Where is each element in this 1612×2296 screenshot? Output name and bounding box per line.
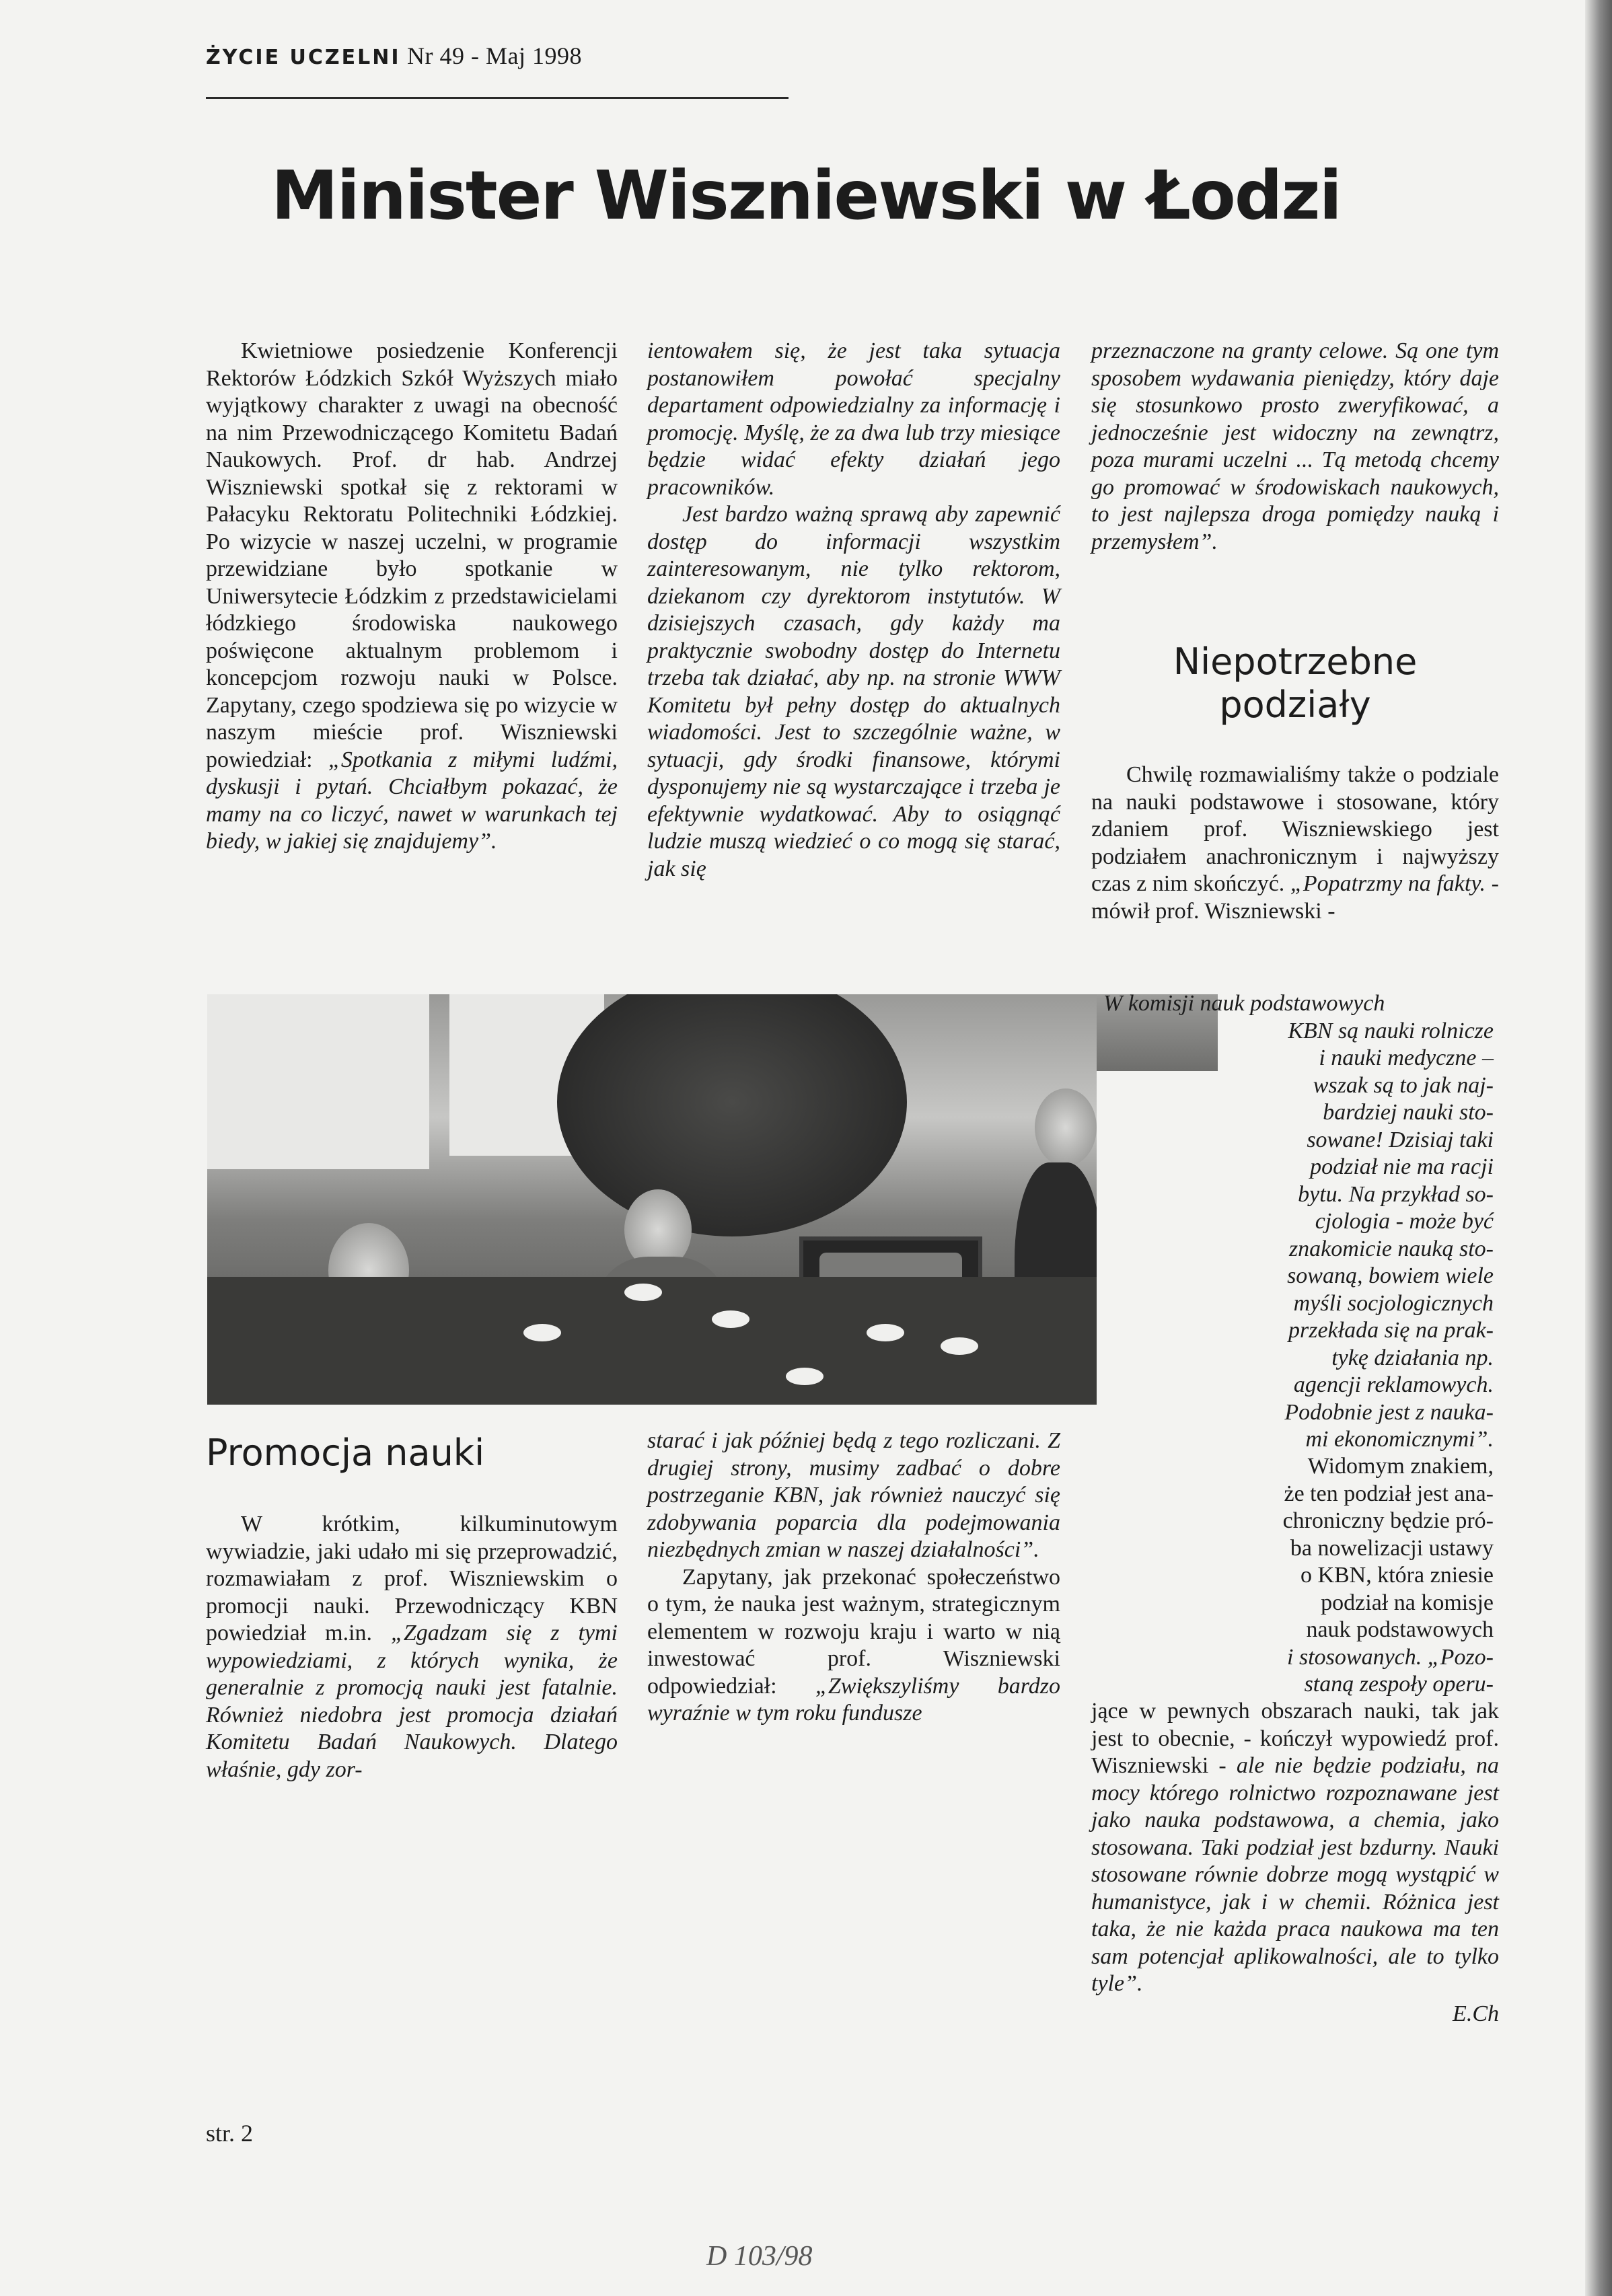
col3-paragraph-2: Chwilę rozmawialiśmy także o podziale na nauki podstawowe i stosowane, który zdaniem prof. Wiszniewskiego jest podziałem anachronicznym i najwyższy czas z nim skończyć. „Popatrzmy na fakty. - mówił prof. Wiszniewski -	[1091, 762, 1499, 924]
handwritten-catalog-mark: D 103/98	[706, 2241, 813, 2272]
scan-page-edge	[1585, 0, 1612, 2296]
meeting-photo	[207, 994, 1097, 1405]
subhead-niepotrzebne-podzialy: Niepotrzebne podziały	[1173, 640, 1418, 726]
byline: E.Ch	[1453, 2001, 1499, 2026]
col2-paragraph-1: ientowałem się, że jest taka sytuacja postanowiłem powołać specjalny departament odpowiedzialny za informację i promocję. Myślę, że za dwa lub trzy miesiące będzie widać efekty działań jego pracowników.	[647, 338, 1060, 500]
column-2-bottom	[647, 1428, 1060, 1728]
photo-wrap-quote: W komisji nauk podstawowych KBN są nauki rolnicze i nauki medyczne – wszak są to jak naj- bardziej nauki sto- sowane! Dzisiaj taki podział nie ma racji bytu. Na przykład so- cjologia - może być znakomicie nauką sto- sowaną, bowiem wiele myśli socjologicznych przekłada się na prak- tykę działania np. agencji reklamowych. Podobnie jest z nauka- mi ekonomicznymi”.	[1103, 991, 1494, 1452]
issue-number: Nr 49 - Maj 1998	[407, 42, 583, 69]
column-3-bottom	[1091, 1698, 1499, 2028]
column-1	[206, 338, 618, 856]
column-3	[1091, 338, 1499, 556]
photo-window	[207, 994, 429, 1169]
magazine-brand: ŻYCIE UCZELNI	[206, 46, 401, 69]
running-header	[206, 42, 582, 70]
header-rule	[206, 97, 789, 99]
col2b-paragraph-2: Zapytany, jak przekonać społeczeństwo o tym, że nauka jest ważnym, strategicznym elementem w rozwoju kraju i warto w nią inwestować prof. Wiszniewski odpowiedział: „Zwiększyliśmy bardzo wyraźnie w tym roku fundusze	[647, 1564, 1060, 1726]
page-number: str. 2	[206, 2120, 254, 2147]
column-3-section	[1091, 762, 1499, 925]
promocja-paragraph: W krótkim, kilkuminutowym wywiadzie, jaki udało mi się przeprowadzić, rozmawiałam z prof. Wiszniewskim o promocji nauki. Przewodniczący KBN powiedział m.in. „Zgadzam się z tymi wypowiedziami, z których wynika, że generalnie z promocją nauki jest fatalnie. Również niedobra jest promocja działań Komitetu Badań Naukowych. Dlatego właśnie, gdy zor-	[206, 1512, 618, 1782]
intro-paragraph: Kwietniowe posiedzenie Konferencji Rektorów Łódzkich Szkół Wyższych miało wyjątkowy charakter z uwagi na obecność na nim Przewodniczącego Komitetu Badań Naukowych. Prof. dr hab. Andrzej Wiszniewski spotkał się z rektorami w Pałacyku Rektoratu Politechniki Łódzkiej. Po wizycie w naszej uczelni, w programie przewidziane było spotkanie w Uniwersytecie Łódzkim z przedstawicielami łódzkiego środowiska naukowego poświęcone aktualnym problemom i koncepcjom rozwoju nauki w Polsce. Zapytany, czego spodziewa się po wizycie w naszym mieście prof. Wiszniewski powiedział: „Spotkania z miłymi ludźmi, dyskusji i pytań. Chciałbym pokazać, że mamy na co liczyć, nawet w warunkach tej biedy, w jakiej się znajdujemy”.	[206, 338, 618, 854]
col2b-paragraph-1: starać i jak później będą z tego rozliczani. Z drugiej strony, musimy zadbać o dobre postrzeganie KBN, jak również nauczyć się zdobywania poparcia dla podejmowania niezbędnych zmian w naszej działalności”.	[647, 1428, 1060, 1562]
col2-paragraph-2: Jest bardzo ważną sprawą aby zapewnić dostęp do informacji wszystkim zainteresowanym, nie tylko rektorom, dziekanom czy dyrektorom instytutów. W dzisiejszych czasach, gdy każdy ma praktycznie swobodny dostęp do Internetu trzeba tak działać, aby np. na stronie WWW Komitetu był pełny dostęp do aktualnych wiadomości. Jest to szczególnie ważne, w sytuacji, gdy środki finansowe, którymi dysponujemy nie są wystarczające i trzeba je efektywnie wydatkować. Aby to osiągnąć ludzie muszą wiedzieć o co mogą się starać, jak się	[647, 502, 1060, 881]
photo-wrap-paragraph: Widomym znakiem, że ten podział jest ana- chroniczny będzie pró- ba nowelizacji ustawy o KBN, która zniesie podział na komisje nauk podstawowych i stosowanych. „Pozo- staną zespoły operu-	[1282, 1454, 1494, 1697]
col3-closing-paragraph: jące w pewnych obszarach nauki, tak jak jest to obecnie, - kończył wypowiedź prof. Wiszniewski - ale nie będzie podziału, na mocy którego rolnictwo rozpoznawane jest jako nauka podstawowa, a chemia, jako stosowana. Taki podział jest bzdurny. Nauki stosowane równie dobrze mogą wystąpić w humanistyce, jak i w chemii. Różnica jest taka, że nie każda praca naukowa ma ten sam potencjał aplikowalności, ale to tylko tyle”.	[1091, 1699, 1499, 1996]
photo-palm-plant	[557, 994, 907, 1236]
column-1-bottom	[206, 1511, 618, 1783]
col3-paragraph-1: przeznaczone na granty celowe. Są one tym sposobem wydawania pieniędzy, który daje się stosunkowo prosto zweryfikować, a jednocześnie jest widoczny na zewnątrz, poza murami uczelni ... Tą metodą chcemy go promować w środowiskach naukowych, to jest najlepsza droga pomiędzy nauką i przemysłem”.	[1091, 338, 1499, 554]
photo-standing-speaker	[1035, 1088, 1097, 1166]
subhead-promocja-nauki: Promocja nauki	[206, 1432, 485, 1474]
column-2	[647, 338, 1060, 883]
intro-quote: „Spotkania z miłymi ludźmi, dyskusji i pytań. Chciałbym pokazać, że mamy na co liczyć, nawet w warunkach tej biedy, w jakiej się znajdujemy”.	[206, 747, 618, 854]
article-title: Minister Wiszniewski w Łodzi	[271, 156, 1341, 235]
